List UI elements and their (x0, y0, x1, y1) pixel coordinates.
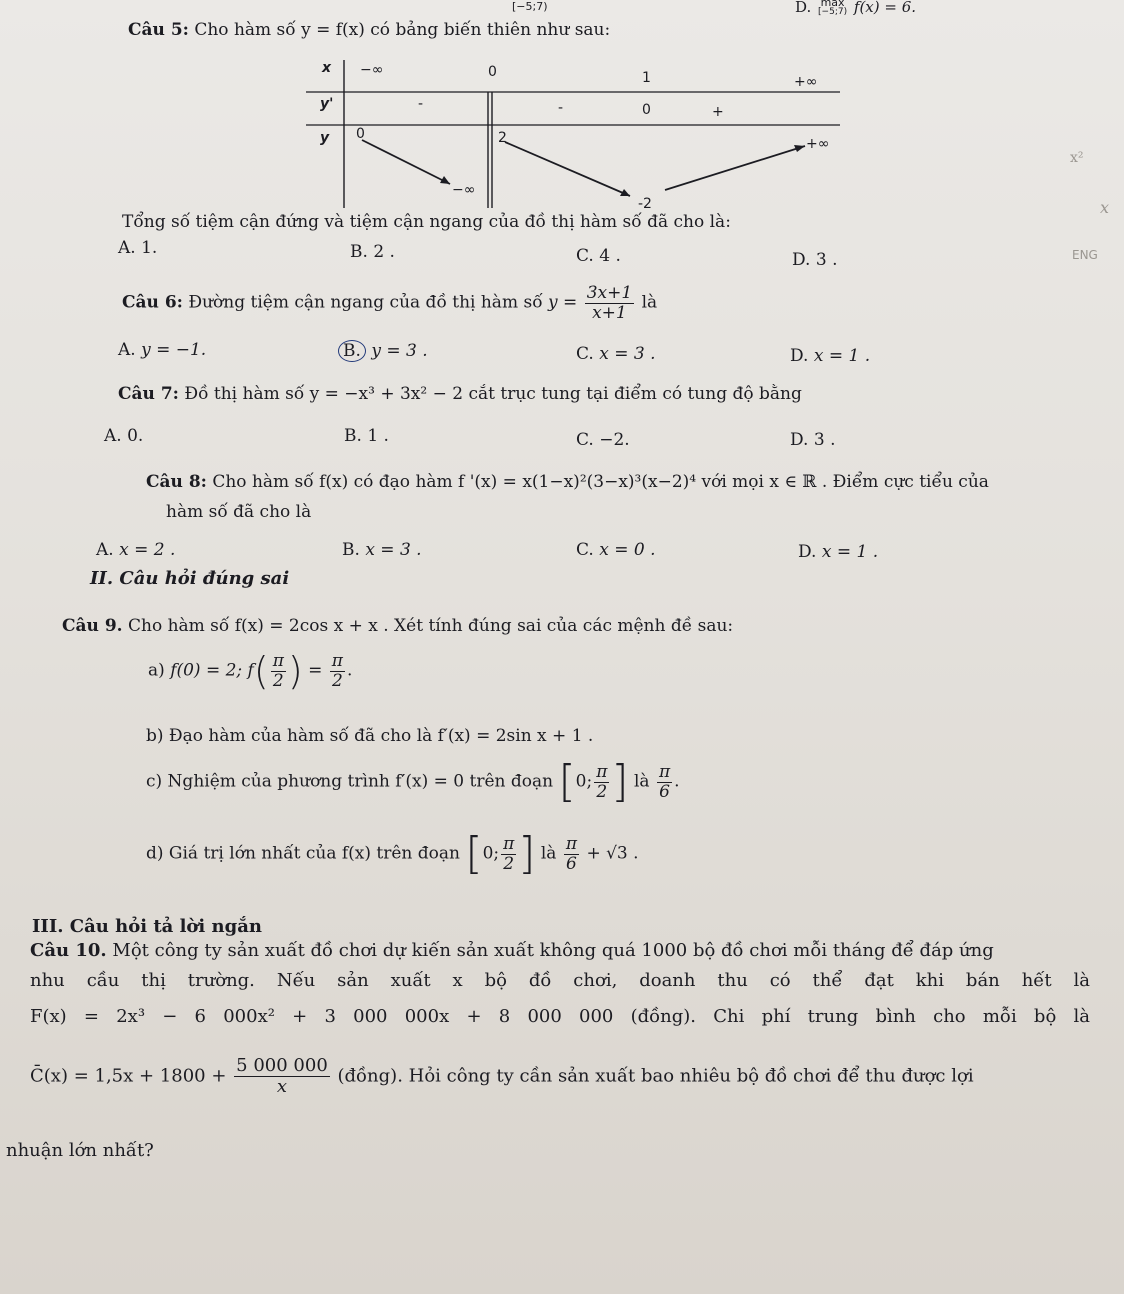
q9-d-interval-num: π (503, 833, 515, 854)
top-fragment-sub: [−5;7) (818, 6, 848, 17)
tbl-label-x: x (322, 60, 332, 76)
q7-option-c (576, 430, 630, 450)
q9-c (146, 756, 680, 807)
q10-line-5: nhuận lớn nhất? (6, 1140, 154, 1161)
variation-table (300, 58, 840, 210)
q6-option-b-key: B. (343, 341, 361, 361)
q8-option-a-key: A. (96, 540, 114, 560)
top-fragment-expr: f(x) = 6. (853, 0, 917, 16)
q10-line-3: F(x) = 2x³ − 6 000x² + 3 000 000x + 8 000 000 (đồng). Chi phí trung bình cho mỗi bộ là (30, 1006, 1090, 1027)
q8-option-d (798, 542, 878, 562)
q7-option-a-key: A. (104, 426, 122, 446)
q5-option-c-val: 4 . (599, 246, 621, 266)
q7-option-b (344, 426, 389, 446)
q6-denominator: x+1 (592, 302, 627, 323)
q9-a-expr: f(0) = 2; f (170, 660, 254, 681)
q6-answer-circle (338, 340, 366, 362)
q5-text: Cho hàm số y = f(x) có bảng biến thiên như sau: (194, 20, 611, 40)
q9-d-frac-interval (501, 835, 516, 873)
q5-option-d-key: D. (792, 250, 811, 270)
q9-text: Cho hàm số f(x) = 2cos x + x . Xét tính đúng sai của các mệnh đề sau: (127, 616, 734, 636)
q6-fraction (585, 284, 634, 322)
section-3-heading: III. Câu hỏi tả lời ngắn (32, 916, 262, 937)
q6-option-d-key: D. (790, 346, 809, 366)
q9-a-frac-2 (330, 652, 345, 690)
q10-cost-tail: (đồng). Hỏi công ty cần sản xuất bao nhiêu bộ đồ chơi để thu được lợi (337, 1065, 974, 1087)
q9-a-frac-1-num: π (272, 651, 284, 671)
q6-option-b-val: y = 3 . (371, 341, 428, 361)
q10-line-2: nhu cầu thị trường. Nếu sản xuất x bộ đồ chơi, doanh thu có thể đạt khi bán hết là (30, 970, 1090, 991)
q6-option-a (118, 340, 206, 360)
q8-option-d-key: D. (798, 542, 817, 562)
q5-option-c-key: C. (576, 246, 594, 266)
q5-option-b-key: B. (350, 242, 368, 262)
q8-option-a-val: x = 2 . (119, 540, 176, 560)
q10-cost-den: x (276, 1075, 288, 1097)
q7-option-a (104, 426, 143, 446)
q9-a-lparen: ( (253, 649, 269, 694)
q10-line-1 (30, 936, 1090, 966)
q9-c-interval-num: π (596, 761, 608, 782)
q8-option-b-val: x = 3 . (365, 540, 422, 560)
q9-c-frac-interval (594, 763, 609, 801)
q9-a-rparen: ) (287, 649, 303, 694)
section-2-heading: II. Câu hỏi đúng sai (90, 568, 290, 589)
tbl-label-y: y (320, 130, 330, 146)
q7-option-b-val: 1 . (367, 426, 389, 446)
q10-label: Câu 10. (30, 940, 107, 961)
q5-option-b-val: 2 . (373, 242, 395, 262)
q8-text: Cho hàm số f(x) có đạo hàm f '(x) = x(1−x)²(3−x)³(x−2)⁴ với mọi x ∈ ℝ . Điểm cực tiểu của (212, 472, 989, 492)
q9-c-interval-den: 2 (596, 781, 608, 802)
q8-option-a (96, 540, 175, 560)
q9-c-rbracket: ] (611, 756, 629, 807)
q9-c-dot: . (674, 771, 680, 792)
q9-a-frac-2-den: 2 (331, 670, 343, 691)
q7-option-a-val: 0. (127, 426, 144, 446)
q6-option-c-val: x = 3 . (599, 344, 656, 364)
margin-mark-eng: ENG (1072, 248, 1098, 262)
q8-stem-2: hàm số đã cho là (166, 502, 312, 522)
top-fragment-max: max (820, 0, 845, 9)
q9-a-frac-1 (271, 652, 286, 690)
top-fragment-right (795, 0, 916, 16)
q9-c-answer-den: 6 (659, 781, 670, 802)
q5-option-a (118, 238, 157, 258)
q9-d-zero: 0; (482, 843, 500, 864)
q8-label: Câu 8: (146, 472, 207, 492)
q9-c-zero: 0; (575, 771, 593, 792)
q9-d-lbracket: [ (465, 828, 483, 879)
q10-cost-lhs: C̄(x) = 1,5x + 1800 + (30, 1065, 227, 1087)
q7-label: Câu 7: (118, 384, 179, 404)
tbl-sign-0: - (418, 96, 424, 112)
q8-option-c-val: x = 0 . (599, 540, 656, 560)
q6-numerator: 3x+1 (586, 283, 633, 303)
q7-option-c-val: −2. (599, 430, 630, 450)
q6-stem (122, 284, 657, 322)
tbl-x-0: −∞ (360, 62, 384, 78)
tbl-y-start: 0 (356, 126, 365, 142)
tbl-y-top-mid: 2 (498, 130, 507, 146)
tbl-x-2: 1 (642, 70, 651, 86)
q7-stem (118, 384, 802, 404)
q10-cost-num: 5 000 000 (236, 1055, 328, 1076)
q6-func-lhs: y = (548, 292, 578, 313)
q8-stem (146, 472, 989, 492)
tbl-sign-3: + (712, 104, 724, 120)
q9-c-lbracket: [ (558, 756, 576, 807)
q9-d-answer-den: 6 (566, 853, 577, 874)
q9-d-frac-answer (564, 835, 579, 873)
tbl-x-3: +∞ (794, 74, 818, 90)
tbl-y-end: +∞ (806, 136, 830, 152)
q5-option-d (792, 250, 837, 270)
tbl-sign-2: 0 (642, 102, 651, 118)
q5-option-b (350, 242, 395, 262)
q9-d-answer-num: π (565, 833, 578, 854)
q9-a (148, 649, 353, 694)
q9-label: Câu 9. (62, 616, 123, 636)
q9-d-text: d) Giá trị lớn nhất của f(x) trên đoạn (146, 843, 460, 864)
q6-option-c (576, 344, 655, 364)
q8-option-b (342, 540, 422, 560)
q6-suffix: là (641, 292, 658, 313)
q9-d-interval-den: 2 (503, 853, 515, 874)
q5-option-a-key: A. (118, 238, 136, 258)
q10-line-1-text: Một công ty sản xuất đồ chơi dự kiến sản xuất không quá 1000 bộ đồ chơi mỗi tháng để đáp ứng (112, 940, 994, 961)
q10-cost-fraction (234, 1056, 330, 1097)
q9-d-rbracket: ] (518, 828, 536, 879)
q5-option-d-val: 3 . (815, 250, 838, 270)
q6-text: Đường tiệm cận ngang của đồ thị hàm số (188, 292, 543, 313)
q9-d-la: là (540, 843, 557, 864)
tbl-y-bottom-left: −∞ (452, 182, 476, 198)
q5-option-a-val: 1. (141, 238, 158, 258)
tbl-x-1: 0 (488, 64, 497, 80)
q9-a-dot: . (346, 660, 353, 681)
q9-a-frac-1-den: 2 (272, 670, 284, 691)
tbl-sign-1: - (558, 100, 564, 116)
q7-option-c-key: C. (576, 430, 594, 450)
q9-d-tail: + √3 . (586, 843, 639, 864)
q5-label: Câu 5: (128, 20, 189, 40)
q5-option-c (576, 246, 621, 266)
q6-option-a-val: y = −1. (141, 340, 207, 360)
q7-text: Đồ thị hàm số y = −x³ + 3x² − 2 cắt trục tung tại điểm có tung độ bằng (184, 384, 802, 404)
q5-question: Tổng số tiệm cận đứng và tiệm cận ngang của đồ thị hàm số đã cho là: (122, 212, 731, 232)
margin-mark-x2: x² (1070, 150, 1084, 166)
q7-option-d (790, 430, 835, 450)
q6-option-b (344, 340, 428, 362)
q9-a-frac-2-num: π (331, 651, 343, 671)
q8-option-c (576, 540, 655, 560)
q9-stem (62, 616, 733, 636)
variation-table-lines (300, 58, 840, 210)
q6-label: Câu 6: (122, 292, 183, 313)
q6-option-d-val: x = 1 . (813, 346, 871, 366)
q9-b: b) Đạo hàm của hàm số đã cho là f′(x) = 2sin x + 1 . (146, 726, 594, 746)
q9-a-prefix: a) (148, 660, 165, 681)
top-fragment-left: [−5;7) (512, 0, 548, 13)
q8-option-b-key: B. (342, 540, 360, 560)
q8-option-d-val: x = 1 . (821, 542, 879, 562)
q9-a-eq: = (308, 660, 323, 681)
tbl-y-bottom-mid: -2 (638, 196, 652, 212)
q6-option-c-key: C. (576, 344, 594, 364)
q5-stem (128, 20, 610, 40)
q9-c-text: c) Nghiệm của phương trình f′(x) = 0 trên đoạn (146, 771, 554, 792)
top-fragment-d: D. (795, 0, 812, 16)
q6-option-d (790, 346, 870, 366)
q6-option-a-key: A. (118, 340, 136, 360)
q9-c-la: là (633, 771, 650, 792)
margin-mark-x: x (1100, 198, 1110, 217)
q10-line-4 (30, 1056, 974, 1097)
q9-d (146, 828, 639, 879)
q8-option-c-key: C. (576, 540, 594, 560)
q7-option-d-key: D. (790, 430, 809, 450)
q7-option-b-key: B. (344, 426, 362, 446)
q9-c-frac-answer (657, 763, 672, 801)
q9-c-answer-num: π (658, 761, 671, 782)
tbl-label-yprime: y' (320, 96, 334, 112)
q7-option-d-val: 3 . (813, 430, 836, 450)
